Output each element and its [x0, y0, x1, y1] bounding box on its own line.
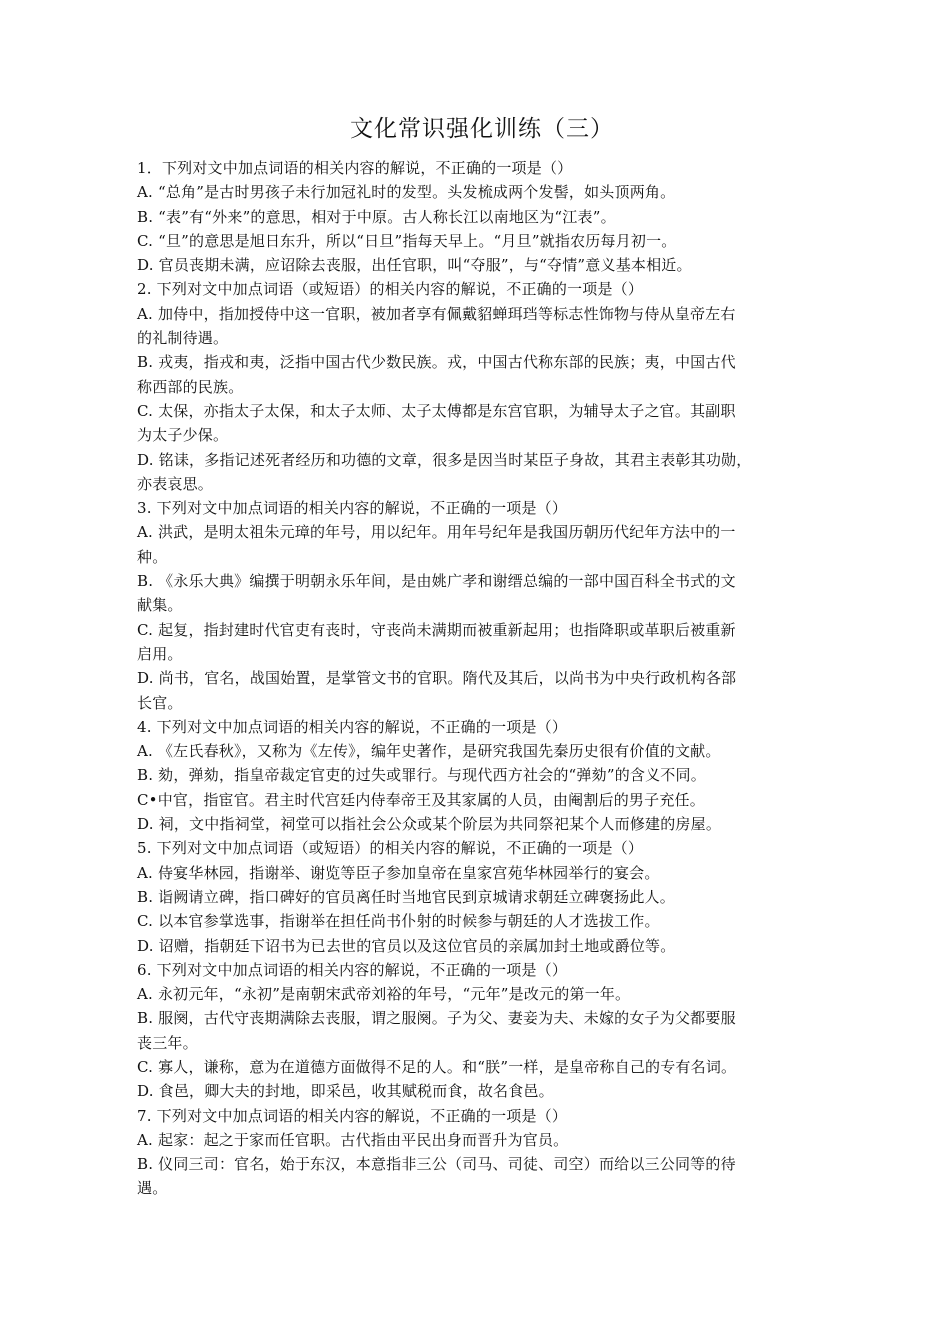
text-line: D. 铭诔，多指记述死者经历和功德的文章，很多是因当时某臣子身故，其君主表彰其功勋， [137, 450, 752, 469]
text-line: A. 侍宴华林园，指谢举、谢览等臣子参加皇帝在皇家宫苑华林园举行的宴会。 [137, 863, 660, 882]
text-line: 4. 下列对文中加点词语的相关内容的解说，不正确的一项是（） [137, 717, 568, 736]
text-line: 亦表哀思。 [137, 474, 214, 493]
text-line: 3. 下列对文中加点词语的相关内容的解说，不正确的一项是（） [137, 499, 568, 518]
text-line: C•中官，指宦官。君主时代宫廷内侍奉帝王及其家属的人员，由阉割后的男子充任。 [137, 790, 705, 809]
text-line: 1．下列对文中加点词语的相关内容的解说，不正确的一项是（） [137, 159, 573, 177]
text-line: 长官。 [137, 693, 183, 712]
document-title: 文化常识强化训练（三） [350, 116, 614, 142]
text-line: 启用。 [137, 644, 183, 663]
text-line: 2. 下列对文中加点词语（或短语）的相关内容的解说，不正确的一项是（） [137, 280, 644, 299]
text-line: C. 起复，指封建时代官吏有丧时，守丧尚未满期而被重新起用；也指降职或革职后被重新 [137, 620, 736, 639]
text-line: A. “总角”是古时男孩子未行加冠礼时的发型。头发梳成两个发髻，如头顶两角。 [137, 183, 676, 202]
text-line: A. 永初元年，“永初”是南朝宋武帝刘裕的年号，“元年”是改元的第一年。 [137, 985, 631, 1004]
text-line: B. 仪同三司：官名，始于东汉，本意指非三公（司马、司徒、司空）而给以三公同等的待 [137, 1155, 736, 1174]
document-page [137, 112, 827, 1201]
text-line: 丧三年。 [137, 1033, 198, 1052]
text-line: B. 诣阙请立碑，指口碑好的官员离任时当地官民到京城请求朝廷立碑褒扬此人。 [137, 887, 675, 906]
text-line: B. 劾，弹劾，指皇帝裁定官吏的过失或罪行。与现代西方社会的“弹劾”的含义不同。 [137, 766, 706, 785]
text-line: D. 食邑，卿大夫的封地，即采邑，收其赋税而食，故名食邑。 [137, 1082, 554, 1101]
text-line: D. 官员丧期未满，应诏除去丧服，出任官职，叫“夺服”，与“夺情”意义基本相近。 [137, 256, 692, 275]
text-line: B. 服阕，古代守丧期满除去丧服，谓之服阕。子为父、妻妾为夫、未嫁的女子为父都要服 [137, 1009, 736, 1028]
text-line: B. 戎夷，指戎和夷，泛指中国古代少数民族。戎，中国古代称东部的民族；夷，中国古代 [137, 353, 736, 372]
text-line: 6. 下列对文中加点词语的相关内容的解说，不正确的一项是（） [137, 960, 568, 979]
text-line: A. 加侍中，指加授侍中这一官职，被加者享有佩戴貂蝉珥珰等标志性饰物与侍从皇帝左右 [137, 304, 736, 323]
text-line: C. 以本官参掌选事，指谢举在担任尚书仆射的时候参与朝廷的人才选拔工作。 [137, 912, 660, 931]
text-line: 7. 下列对文中加点词语的相关内容的解说，不正确的一项是（） [137, 1106, 568, 1125]
text-line: B. “表”有“外来”的意思，相对于中原。古人称长江以南地区为“江表”。 [137, 207, 616, 226]
text-line: D. 尚书，官名，战国始置，是掌管文书的官职。隋代及其后，以尚书为中央行政机构各部 [137, 669, 737, 688]
text-line: D. 祠，文中指祠堂，祠堂可以指社会公众或某个阶层为共同祭祀某个人而修建的房屋。 [137, 815, 722, 834]
document-body [137, 156, 827, 1201]
text-line: C. 寡人，谦称，意为在道德方面做得不足的人。和“朕”一样，是皇帝称自己的专有名词。 [137, 1057, 737, 1076]
text-line: A. 洪武，是明太祖朱元璋的年号，用以纪年。用年号纪年是我国历朝历代纪年方法中的一 [137, 523, 736, 542]
text-line: 为太子少保。 [137, 426, 229, 445]
text-line: 5. 下列对文中加点词语（或短语）的相关内容的解说，不正确的一项是（） [137, 839, 644, 858]
text-line: A. 起家：起之于家而任官职。古代指由平民出身而晋升为官员。 [137, 1130, 569, 1149]
text-line: 种。 [137, 547, 168, 566]
text-line: C. 太保，亦指太子太保，和太子太师、太子太傅都是东宫官职，为辅导太子之官。其副职 [137, 401, 736, 420]
text-line: C. “旦”的意思是旭日东升，所以“日旦”指每天早上。“月旦”就指农历每月初一。 [137, 231, 677, 250]
text-line: 称西部的民族。 [137, 377, 244, 396]
text-line: A. 《左氏春秋》，又称为《左传》，编年史著作，是研究我国先秦历史很有价值的文献。 [137, 742, 721, 761]
text-line: 献集。 [137, 596, 183, 615]
text-line: B. 《永乐大典》编撰于明朝永乐年间，是由姚广孝和谢缙总编的一部中国百科全书式的文 [137, 572, 736, 591]
text-line: 遇。 [137, 1179, 168, 1198]
text-line: 的礼制待遇。 [137, 329, 229, 348]
text-line: D. 诏赠，指朝廷下诏书为已去世的官员以及这位官员的亲属加封土地或爵位等。 [137, 936, 676, 955]
